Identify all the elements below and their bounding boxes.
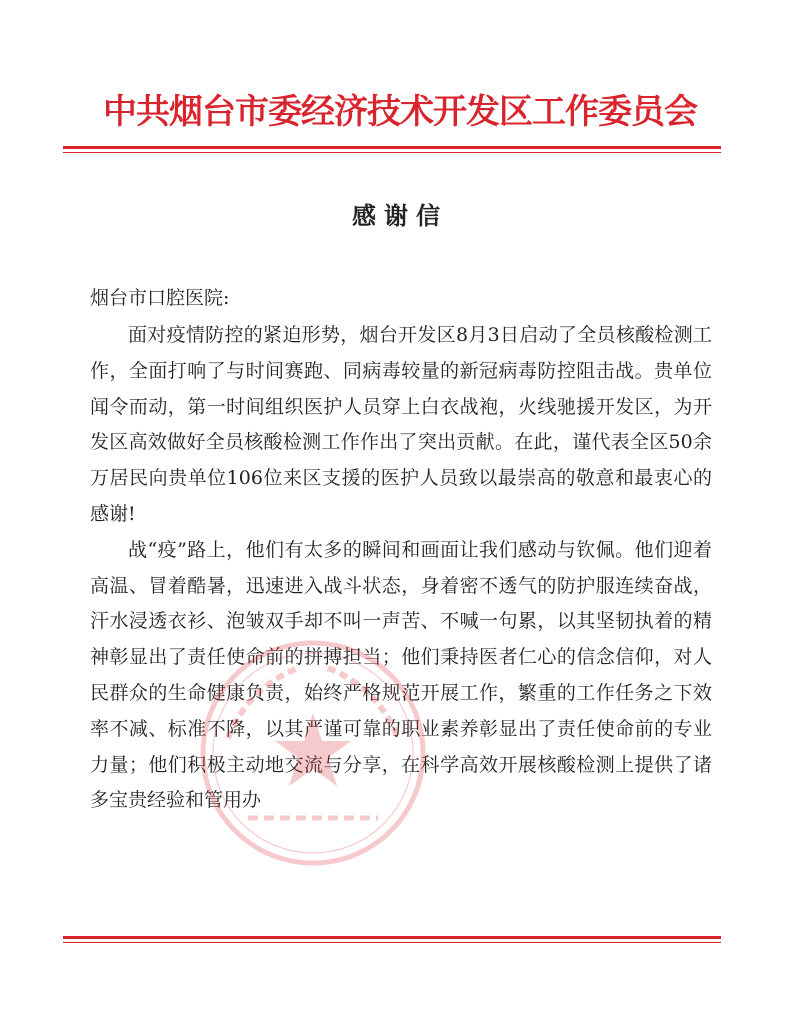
letterhead-organization: 中共烟台市委经济技术开发区工作委员会 — [103, 92, 697, 132]
letter-paragraph: 面对疫情防控的紧迫形势，烟台开发区8月3日启动了全员核酸检测工作，全面打响了与时间赛跑、同病毒较量的新冠病毒防控阻击战。贵单位闻令而动，第一时间组织医护人员穿上白衣战袍，火线驰援开发区，为开发区高效做好全员核酸检测工作作出了突出贡献。在此，谨代表全区50余万居民向贵单位106位来区支援的医护人员致以最崇高的敬意和最衷心的感谢! — [90, 324, 712, 525]
letter-paragraph: 战“疫”路上，他们有太多的瞬间和画面让我们感动与钦佩。他们迎着高温、冒着酷暑，迅速进入战斗状态，身着密不透气的防护服连续奋战，汗水浸透衣衫、泡皱双手却不叫一声苦、不喊一句累，以其坚韧执着的精神彰显出了责任使命前的拼搏担当；他们秉持医者仁心的信念信仰，对人民群众的生命健康负责，始终严格规范开展工作，繁重的工作任务之下效率不减、标准不降，以其严谨可靠的职业素养彰显出了责任使命前的专业力量；他们积极主动地交流与分享，在科学高效开展核酸检测上提供了诸多宝贵经验和管用办 — [90, 538, 712, 812]
letter-salutation: 烟台市口腔医院: — [90, 287, 230, 309]
footer-divider — [63, 936, 721, 943]
letter-body — [90, 318, 712, 819]
letter-title: 感谢信 — [352, 201, 448, 230]
letterhead-divider — [63, 146, 721, 153]
